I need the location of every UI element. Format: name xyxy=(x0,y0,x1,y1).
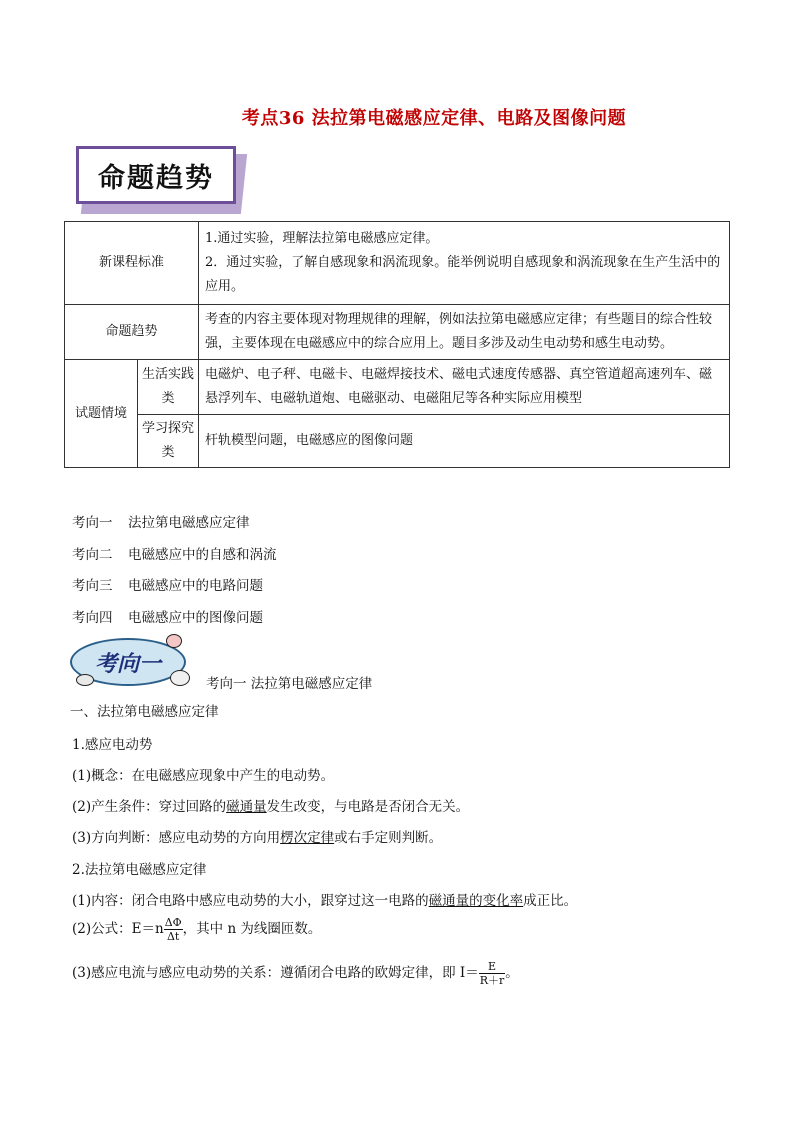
badge-label: 命题趋势 xyxy=(76,146,236,204)
direction-key: 考向三 xyxy=(72,578,113,594)
direction-one-badge xyxy=(70,634,200,694)
table-row xyxy=(65,415,730,468)
table-row xyxy=(65,360,730,415)
row-content: 考查的内容主要体现对物理规律的理解，例如法拉第电磁感应定律；有些题目的综合性较强，主要体现在电磁感应中的综合应用上。题目多涉及动生电动势和感生电动势。 xyxy=(199,305,730,360)
oval-label: 考向一 xyxy=(70,638,186,686)
table-row xyxy=(65,222,730,305)
text-segment: (2)公式：E＝n xyxy=(72,921,164,937)
formula-paragraph xyxy=(72,916,321,943)
content-paragraph xyxy=(72,795,469,815)
text-segment: ，其中 n 为线圈匝数。 xyxy=(182,921,322,937)
text-segment: 。 xyxy=(505,965,519,981)
table-row xyxy=(65,305,730,360)
underlined-term: 磁通量 xyxy=(226,799,267,815)
list-item xyxy=(72,508,277,540)
row-content: 杆轨模型问题，电磁感应的图像问题 xyxy=(199,415,730,468)
content-paragraph xyxy=(72,826,442,846)
fraction-numerator: ΔΦ xyxy=(164,916,182,929)
content-heading: 一、法拉第电磁感应定律 xyxy=(70,704,219,720)
row-sublabel: 学习探究类 xyxy=(138,415,199,468)
row-line: 2．通过实验，了解自感现象和涡流现象。能举例说明自感现象和涡流现象在生产生活中的应用。 xyxy=(205,255,721,294)
content-subheading: 1.感应电动势 xyxy=(72,737,153,753)
text-segment: (1)内容：闭合电路中感应电动势的大小，跟穿过这一电路的 xyxy=(72,893,429,909)
content-paragraph xyxy=(72,889,577,909)
list-item xyxy=(72,540,277,572)
direction-text: 电磁感应中的图像问题 xyxy=(128,609,263,626)
direction-key: 考向四 xyxy=(72,609,113,626)
content-paragraph: (1)概念：在电磁感应现象中产生的电动势。 xyxy=(72,768,335,784)
list-item xyxy=(72,571,277,603)
fraction-numerator: E xyxy=(479,960,506,974)
section-heading: 考向一 法拉第电磁感应定律 xyxy=(206,676,373,692)
list-item xyxy=(72,603,277,635)
text-segment: 发生改变，与电路是否闭合无关。 xyxy=(266,799,470,815)
text-segment: (3)感应电流与感应电动势的关系：遵循闭合电路的欧姆定律，即 I＝ xyxy=(72,965,479,981)
row-label: 试题情境 xyxy=(65,360,138,468)
topic-trend-badge xyxy=(74,144,250,218)
standards-table xyxy=(64,221,730,468)
row-label: 新课程标准 xyxy=(65,222,199,305)
direction-text: 法拉第电磁感应定律 xyxy=(128,515,250,531)
direction-text: 电磁感应中的自感和涡流 xyxy=(128,546,277,563)
formula-paragraph xyxy=(72,960,519,987)
content-subheading: 2.法拉第电磁感应定律 xyxy=(72,862,207,878)
row-content xyxy=(199,222,730,305)
underlined-term: 楞次定律 xyxy=(280,830,335,846)
text-segment: (2)产生条件：穿过回路的 xyxy=(72,799,227,815)
decor-dot xyxy=(76,674,94,686)
direction-key: 考向一 xyxy=(72,515,113,531)
direction-list xyxy=(72,508,277,634)
row-content: 电磁炉、电子秤、电磁卡、电磁焊接技术、磁电式速度传感器、真空管道超高速列车、磁悬浮列车、电磁轨道炮、电磁驱动、电磁阻尼等各种实际应用模型 xyxy=(199,360,730,415)
row-line: 1.通过实验，理解法拉第电磁感应定律。 xyxy=(205,231,439,246)
direction-text: 电磁感应中的电路问题 xyxy=(128,578,263,594)
decor-dot xyxy=(170,670,190,686)
direction-key: 考向二 xyxy=(72,546,113,563)
row-sublabel: 生活实践类 xyxy=(138,360,199,415)
fraction-denominator: R＋r xyxy=(479,974,505,987)
text-segment: 成正比。 xyxy=(523,893,578,909)
decor-dot xyxy=(166,634,182,648)
text-segment: (3)方向判断：感应电动势的方向用 xyxy=(72,830,281,846)
fraction xyxy=(479,960,506,987)
text-segment: 或右手定则判断。 xyxy=(334,830,443,846)
page-title: 考点36 法拉第电磁感应定律、电路及图像问题 xyxy=(241,108,627,129)
fraction-denominator: Δt xyxy=(166,930,180,943)
fraction xyxy=(164,916,183,943)
row-label: 命题趋势 xyxy=(65,305,199,360)
underlined-term: 磁通量的变化率 xyxy=(428,893,524,909)
